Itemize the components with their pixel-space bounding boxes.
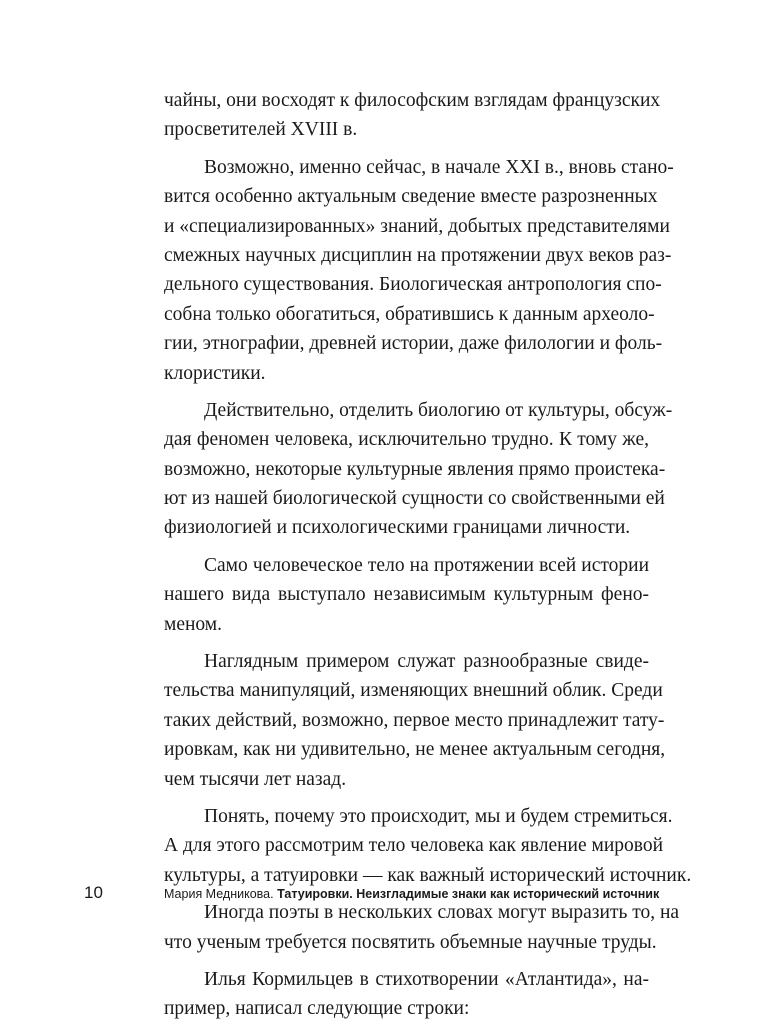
text-line: клористики. (164, 362, 266, 384)
text-line: гии, этнографии, древней истории, даже филологии и фоль- (164, 333, 663, 355)
text-line: Само человеческое тело на протяжении всей истории (204, 554, 649, 576)
text-line: дельного существования. Биологическая антропология спо- (164, 274, 662, 296)
paragraph-gap (164, 957, 649, 965)
text-line: ировкам, как ни удивительно, не менее актуальным сегодня, (164, 739, 666, 761)
text-line: нашего вида выступало независимым культурным фено- (164, 584, 649, 606)
text-line: Действительно, отделить биологию от культуры, обсуж- (204, 399, 673, 421)
text-line: Возможно, именно сейчас, в начале XXI в., вновь стано- (204, 156, 674, 178)
running-head (164, 885, 659, 903)
text-line: А для этого рассмотрим тело человека как явление мировой (164, 835, 664, 857)
text-line: что ученым требуется посвятить объемные научные труды. (164, 931, 657, 953)
paragraph-gap (164, 145, 649, 153)
text-line: вится особенно актуальным сведение вместе разрозненных (164, 186, 658, 208)
paragraph (164, 802, 692, 890)
text-line: Понять, почему это происходит, мы и будем стремиться. (204, 805, 673, 827)
text-line: смежных научных дисциплин на протяжении двух веков раз- (164, 244, 672, 266)
text-line: дая феномен человека, исключительно трудно. К тому же, (164, 429, 649, 451)
paragraph (164, 153, 674, 388)
paragraph-gap (164, 388, 649, 396)
text-line: возможно, некоторые культурные явления прямо проистека- (164, 458, 666, 480)
text-line: таких действий, возможно, первое место принадлежит тату- (164, 709, 665, 731)
paragraph (164, 396, 673, 543)
paragraph (164, 647, 666, 794)
text-line: Илья Кормильцев в стихотворении «Атлантида», на- (204, 968, 649, 990)
paragraph (164, 965, 649, 1024)
text-line: чайны, они восходят к философским взглядам французских (164, 90, 661, 111)
paragraph-gap (164, 639, 649, 647)
text-line: пример, написал следующие строки: (164, 998, 470, 1020)
paragraph-gap (164, 543, 649, 551)
text-line: и «специализированных» знаний, добытых представителями (164, 215, 670, 237)
page-number: 10 (84, 883, 103, 902)
text-line: чем тысячи лет назад. (164, 768, 347, 790)
running-head-author: Мария Медникова. (164, 887, 278, 901)
text-line: физиологией и психологическими границами личности. (164, 517, 631, 539)
paragraph-gap (164, 794, 649, 802)
text-line: Наглядным примером служат разнообразные свиде- (204, 651, 649, 673)
body-text (164, 86, 692, 1024)
text-line: Иногда поэты в нескольких словах могут выразить то, на (204, 902, 680, 924)
text-line: культуры, а татуировки — как важный исторический источник. (164, 864, 692, 886)
paragraph (164, 551, 649, 639)
text-line: меном. (164, 613, 223, 635)
running-head-title: Татуировки. Неизгладимые знаки как исторический источник (277, 887, 660, 901)
text-line: собна только обогатиться, обратившись к данным археоло- (164, 303, 655, 325)
paragraph (164, 86, 661, 145)
text-line: тельства манипуляций, изменяющих внешний облик. Среди (164, 680, 663, 702)
text-line: просветителей XVIII в. (164, 119, 358, 141)
paragraph (164, 898, 680, 957)
text-line: ют из нашей биологической сущности со свойственными ей (164, 488, 665, 510)
